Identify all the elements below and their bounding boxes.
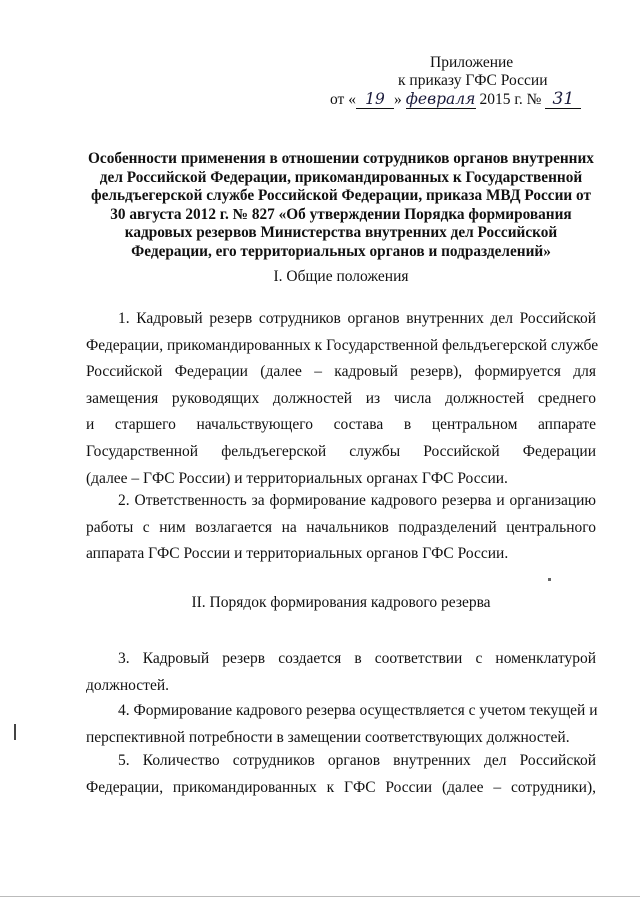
- paragraph-line: (далее – ГФС России) и территориальных органах ГФС России.: [86, 469, 508, 487]
- paragraph-line: Федерации, прикомандированных к Государственной фельдъегерской службе: [86, 336, 599, 354]
- document-title: [86, 150, 596, 262]
- paragraph-line: 4. Формирование кадрового резерва осуществляется с учетом текущей и: [118, 702, 598, 719]
- scan-bottom-edge: [0, 896, 640, 897]
- paragraph-line: работы с ним возлагается на начальников подразделений центрального: [86, 518, 596, 536]
- paragraph-3: [86, 646, 596, 699]
- handwritten-number: 31: [545, 90, 581, 109]
- paragraph-line: замещения руководящих должностей из числа должностей среднего: [86, 389, 596, 407]
- paragraph-5: [86, 748, 596, 801]
- section-heading-1: I. Общие положения: [273, 268, 409, 285]
- paragraph-4: [86, 698, 596, 751]
- title-line: кадровых резервов Министерства внутренних дел Российской: [124, 224, 558, 242]
- title-line: фельдъегерской службе Российской Федерации, приказа МВД России от: [91, 187, 591, 205]
- title-line: Особенности применения в отношении сотрудников органов внутренних: [88, 150, 594, 167]
- paragraph-line: должностей.: [86, 676, 170, 694]
- paragraph-line: 2. Ответственность за формирование кадрового резерва и организацию: [118, 492, 596, 509]
- title-line: дел Российской Федерации, прикомандированных к Государственной: [99, 168, 583, 186]
- paragraph-line: Федерации, прикомандированных к ГФС России (далее – сотрудники),: [86, 778, 596, 796]
- paragraph-line: 5. Количество сотрудников органов внутренних дел Российской: [118, 752, 596, 769]
- paragraph-2: [86, 488, 596, 568]
- title-line: 30 августа 2012 г. № 827 «Об утверждении Порядка формирования: [110, 205, 572, 223]
- appendix-label: Приложение: [430, 54, 514, 71]
- appendix-order-ref: к приказу ГФС России: [398, 72, 548, 89]
- paragraph-1: [86, 306, 599, 492]
- appendix-date-line: [330, 90, 580, 109]
- paragraph-line: и старшего начальствующего состава в центральном аппарате: [86, 416, 596, 434]
- scan-margin-mark: [14, 724, 16, 740]
- handwritten-day: 19: [356, 90, 394, 109]
- paragraph-line: 1. Кадровый резерв сотрудников органов внутренних дел Российской: [118, 310, 596, 327]
- scan-speck: [548, 578, 551, 581]
- appendix-header: [330, 54, 580, 109]
- paragraph-line: Государственной фельдъегерской службы Российской Федерации: [86, 442, 596, 460]
- title-line: Федерации, его территориальных органов и подразделений»: [131, 242, 551, 260]
- date-mid: »: [393, 91, 402, 108]
- date-prefix: от «: [330, 91, 356, 108]
- paragraph-line: перспективной потребности в замещении соответствующих должностей.: [86, 728, 570, 746]
- handwritten-month: февраля: [405, 90, 476, 108]
- paragraph-line: аппарата ГФС России и территориальных органов ГФС России.: [86, 545, 509, 563]
- paragraph-line: 3. Кадровый резерв создается в соответствии с номенклатурой: [118, 650, 596, 667]
- paragraph-line: Российской Федерации (далее – кадровый резерв), формируется для: [86, 363, 596, 381]
- section-heading-2: II. Порядок формирования кадрового резерва: [191, 594, 491, 611]
- year-text: 2015 г. №: [479, 91, 542, 108]
